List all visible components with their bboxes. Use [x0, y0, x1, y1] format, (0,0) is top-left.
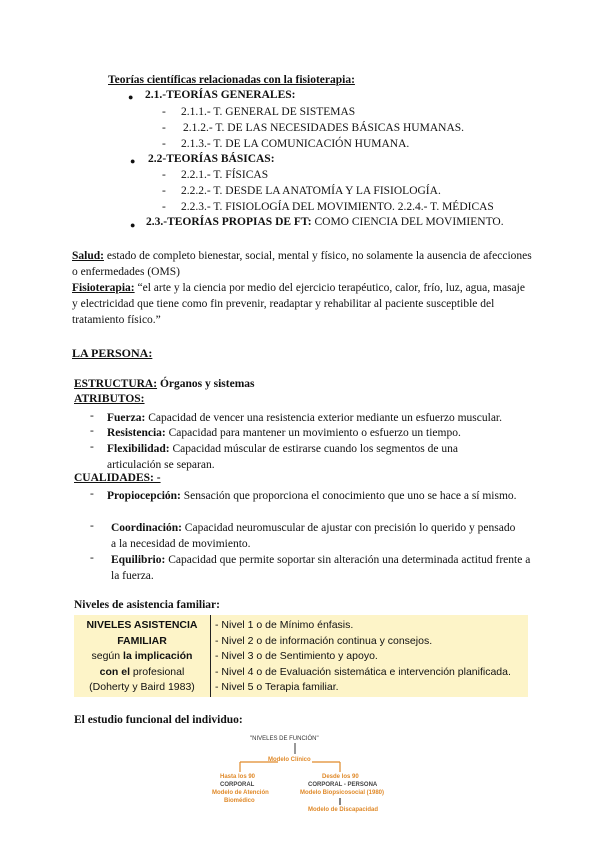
- diagram-left-3: Modelo de Atención: [212, 790, 269, 796]
- fisio-text: “el arte y la ciencia por medio del ejercicio terapéutico, calor, frío, luz, agua, masaje y electricidad que tiene como fin prevenir, readaptar y rehabilitar al paciente susceptible del tratamiento físico.”: [72, 282, 525, 326]
- definition: Capacidad de vencer una resistencia exterior mediante un esfuerzo muscular.: [145, 412, 502, 424]
- dash-icon: -: [162, 201, 166, 213]
- niveles-heading: Niveles de asistencia familiar:: [74, 599, 220, 611]
- list-item: 2.2.1.- T. FÍSICAS: [181, 169, 269, 181]
- teorias-propias-label: 2.3.-TEORÍAS PROPIAS DE FT:: [146, 216, 312, 228]
- term: Equilibrio:: [111, 554, 166, 566]
- term: Flexibilidad:: [107, 443, 170, 455]
- list-item: 2.1.2.- T. DE LAS NECESIDADES BÁSICAS HUMANAS.: [183, 122, 465, 134]
- niveles-table-left: [74, 615, 211, 697]
- dash-icon: -: [162, 169, 166, 181]
- nivel-item: - Nivel 3 o de Sentimiento y apoyo.: [215, 650, 378, 662]
- diagram-right-1: Desde los 90: [322, 774, 359, 780]
- list-item: [107, 425, 547, 441]
- teorias-basicas: 2.2-TEORÍAS BÁSICAS:: [148, 153, 275, 165]
- dash-icon: -: [162, 122, 166, 134]
- estudio-heading: El estudio funcional del individuo:: [74, 714, 243, 726]
- teorias-propias-text: COMO CIENCIA DEL MOVIMIENTO.: [311, 216, 504, 228]
- list-item: [107, 441, 487, 473]
- niveles-table: [74, 615, 528, 697]
- dash-icon: -: [90, 441, 94, 453]
- diagram-right-3: Modelo Biopsicosocial (1980): [300, 790, 385, 796]
- fisio-label: Fisioterapia:: [72, 282, 135, 294]
- teorias-generales: 2.1.-TEORÍAS GENERALES:: [145, 89, 296, 101]
- dash-icon: -: [162, 138, 166, 150]
- nivel-item: - Nivel 4 o de Evaluación sistemática e intervención planificada.: [215, 665, 511, 678]
- diagram-modelo: Modelo Clínico: [268, 757, 311, 763]
- teorias-propias: [146, 216, 504, 228]
- teorias-heading: Teorías científicas relacionadas con la fisioterapia:: [108, 74, 355, 86]
- dash-icon: -: [90, 410, 94, 422]
- diagram-left-2: CORPORAL: [220, 782, 255, 788]
- list-item: [107, 410, 547, 426]
- term: Propiocepción:: [107, 490, 181, 502]
- persona-heading: LA PERSONA:: [72, 346, 153, 360]
- diagram-right-2: CORPORAL - PERSONA: [308, 782, 378, 788]
- term: Fuerza:: [107, 412, 146, 424]
- atributos-heading: ATRIBUTOS:: [74, 393, 145, 405]
- dash-icon: -: [90, 425, 94, 437]
- list-item: [107, 488, 517, 504]
- diagram-left-1: Hasta los 90: [220, 774, 256, 780]
- nivel-item: - Nivel 5 o Terapia familiar.: [215, 681, 339, 693]
- dash-icon: -: [90, 520, 94, 532]
- dash-icon: -: [90, 552, 94, 564]
- fisioterapia-definition: [72, 280, 532, 328]
- bullet-icon: ●: [130, 220, 136, 230]
- definition: Capacidad para mantener un movimiento o esfuerzo un tiempo.: [165, 427, 461, 439]
- niveles-table-right: [211, 615, 529, 697]
- salud-label: Salud:: [72, 250, 104, 262]
- list-item: 2.1.3.- T. DE LA COMUNICACIÓN HUMANA.: [181, 138, 410, 150]
- estructura-label: ESTRUCTURA:: [74, 378, 158, 390]
- bullet-icon: ●: [130, 156, 136, 166]
- estructura-text: Órganos y sistemas: [157, 378, 255, 390]
- dash-icon: -: [162, 185, 166, 197]
- list-item: 2.2.2.- T. DESDE LA ANATOMÍA Y LA FISIOLOGÍA.: [181, 185, 441, 197]
- term: Resistencia:: [107, 427, 166, 439]
- salud-text: estado de completo bienestar, social, mental y físico, no solamente la ausencia de afecciones o enfermedades (OMS): [72, 250, 532, 278]
- nivel-item: - Nivel 2 o de información continua y consejos.: [215, 634, 433, 647]
- cualidades-heading: CUALIDADES: -: [74, 472, 161, 484]
- term: Coordinación:: [111, 522, 182, 534]
- dash-icon: -: [162, 106, 166, 118]
- dash-icon: -: [90, 488, 94, 500]
- salud-definition: [72, 248, 532, 280]
- niveles-subtitle: según la implicación: [91, 650, 193, 662]
- list-item: 2.2.3.- T. FISIOLOGÍA DEL MOVIMIENTO. 2.2.4.- T. MÉDICAS: [181, 201, 494, 213]
- diagram-right-4: Modelo de Discapacidad: [308, 807, 379, 813]
- definition: Capacidad que permite soportar sin alteración una determinada actitud frente a la fuerza.: [111, 554, 531, 582]
- definition: Capacidad neuromuscular de ajustar con precisión lo querido y pensado a la necesidad de movimiento.: [111, 522, 516, 550]
- list-item: [107, 520, 521, 552]
- bullet-icon: ●: [128, 92, 134, 102]
- diagram-left-4: Biomédico: [224, 798, 255, 804]
- list-item: 2.1.1.- T. GENERAL DE SISTEMAS: [181, 106, 356, 118]
- diagram-top: "NIVELES DE FUNCIÓN": [250, 736, 319, 742]
- nivel-item: - Nivel 1 o de Mínimo énfasis.: [215, 619, 354, 631]
- definition: Capacidad múscular de estirarse cuando los segmentos de una articulación se separan.: [107, 443, 458, 471]
- niveles-subtitle: con el profesional: [99, 665, 185, 678]
- definition: Sensación que proporciona el conocimiento que uno se hace a sí mismo.: [180, 490, 517, 502]
- niveles-source: (Doherty y Baird 1983): [89, 681, 195, 693]
- niveles-title: FAMILIAR: [117, 634, 167, 647]
- niveles-title: NIVELES ASISTENCIA: [86, 619, 198, 631]
- estructura: [74, 378, 255, 390]
- list-item: [107, 552, 531, 584]
